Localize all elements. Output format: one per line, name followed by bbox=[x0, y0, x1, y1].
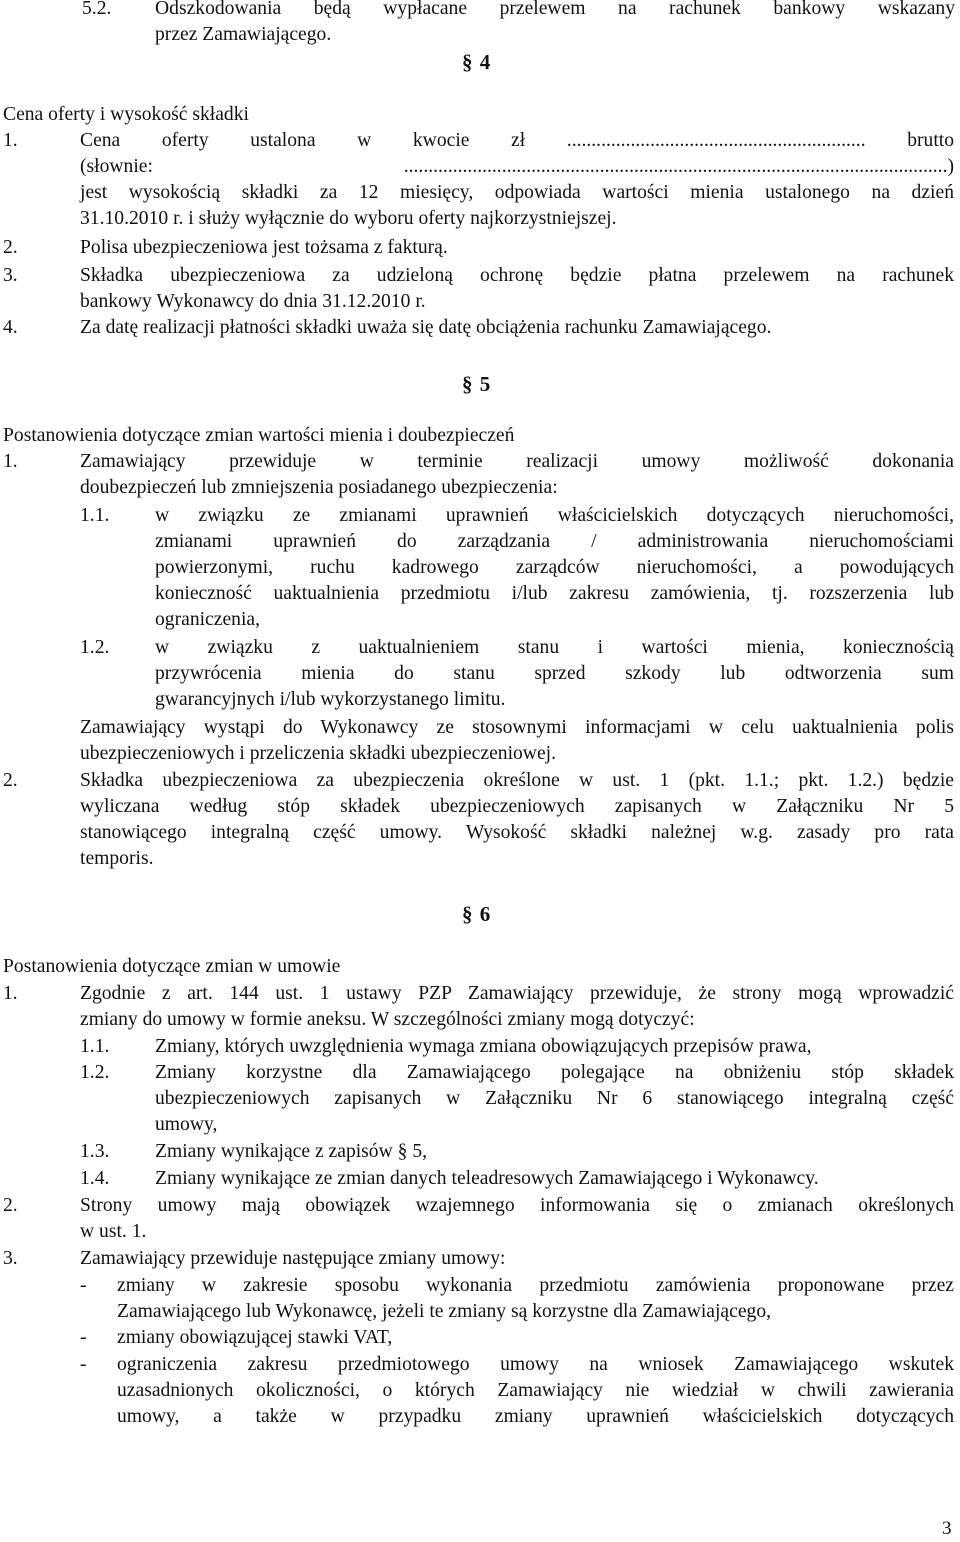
text-line: Składka ubezpieczeniowa za ubezpieczenia określone w ust. 1 (pkt. 1.1.; pkt. 1.2.) będzie bbox=[80, 770, 954, 791]
item-number: 3. bbox=[3, 1248, 18, 1269]
text-line: powierzonymi, ruchu kadrowego zarządców nieruchomości, a powodujących bbox=[155, 557, 954, 578]
item-number: 2. bbox=[3, 770, 18, 791]
text-line: Zamawiający przewiduje w terminie realizacji umowy możliwość dokonania bbox=[80, 451, 954, 472]
text-line: ograniczenia zakresu przedmiotowego umowy na wniosek Zamawiającego wskutek bbox=[117, 1354, 954, 1375]
text-line: przywrócenia mienia do stanu sprzed szkody lub odtworzenia sum bbox=[155, 663, 954, 684]
text-line: w ust. 1. bbox=[80, 1221, 147, 1242]
text-line: wyliczana według stóp składek ubezpieczeniowych zapisanych w Załączniku Nr 5 bbox=[80, 796, 954, 817]
item-number: 1.2. bbox=[80, 1062, 110, 1083]
list-dash: - bbox=[80, 1354, 87, 1375]
text-line: przez Zamawiającego. bbox=[155, 24, 332, 45]
section-mark-6: § 6 bbox=[462, 902, 492, 926]
text-line: doubezpieczeń lub zmniejszenia posiadanego ubezpieczenia: bbox=[80, 477, 558, 498]
text-line: ograniczenia, bbox=[155, 609, 260, 630]
item-number: 1.1. bbox=[80, 505, 110, 526]
text-line: Za datę realizacji płatności składki uważa się datę obciążenia rachunku Zamawiającego. bbox=[80, 317, 772, 338]
text-line: Polisa ubezpieczeniowa jest tożsama z fakturą. bbox=[80, 237, 448, 258]
list-dash: - bbox=[80, 1327, 87, 1348]
item-number: 4. bbox=[3, 317, 18, 338]
item-number: 2. bbox=[3, 237, 18, 258]
text-line: stanowiącego integralną część umowy. Wysokość składki należnej w.g. zasady pro rata bbox=[80, 822, 954, 843]
text-line: zmiany obowiązującej stawki VAT, bbox=[117, 1327, 393, 1348]
text-line: Odszkodowania będą wypłacane przelewem na rachunek bankowy wskazany bbox=[155, 0, 955, 19]
section-mark-5: § 5 bbox=[462, 372, 492, 396]
text-line: Strony umowy mają obowiązek wzajemnego informowania się o zmianach określonych bbox=[80, 1195, 954, 1216]
text-line: konieczność uaktualnienia przedmiotu i/lub zakresu zamówienia, tj. rozszerzenia lub bbox=[155, 583, 954, 604]
item-number: 1.4. bbox=[80, 1168, 110, 1189]
text-line: 31.10.2010 r. i służy wyłącznie do wyboru oferty najkorzystniejszej. bbox=[80, 208, 617, 229]
text-line: bankowy Wykonawcy do dnia 31.12.2010 r. bbox=[80, 291, 426, 312]
text-line: zmiany do umowy w formie aneksu. W szczególności zmiany mogą dotyczyć: bbox=[80, 1009, 695, 1030]
text-line: umowy, bbox=[155, 1114, 218, 1135]
item-number: 1. bbox=[3, 451, 18, 472]
item-number: 3. bbox=[3, 265, 18, 286]
section-mark-4: § 4 bbox=[462, 50, 492, 74]
text-line: Zamawiający przewiduje następujące zmiany umowy: bbox=[80, 1248, 506, 1269]
item-number: 2. bbox=[3, 1195, 18, 1216]
section-title: Postanowienia dotyczące zmian wartości mienia i doubezpieczeń bbox=[3, 425, 515, 446]
text-line: gwarancyjnych i/lub wykorzystanego limitu. bbox=[155, 689, 506, 710]
text-line: Zmiany korzystne dla Zamawiającego polegające na obniżeniu stóp składek bbox=[155, 1062, 954, 1083]
text-line: Cena oferty ustalona w kwocie zł ............................................................. brutto bbox=[80, 130, 954, 151]
text-line: w związku ze zmianami uprawnień właścicielskich dotyczących nieruchomości, bbox=[155, 505, 954, 526]
text-line: Zmiany wynikające z zapisów § 5, bbox=[155, 1141, 428, 1162]
text-line: ubezpieczeniowych zapisanych w Załączniku Nr 6 stanowiącego integralną część bbox=[155, 1088, 954, 1109]
text-line: Zmiany, których uwzględnienia wymaga zmiana obowiązujących przepisów prawa, bbox=[155, 1036, 812, 1057]
item-number: 1.1. bbox=[80, 1036, 110, 1057]
text-line: umowy, a także w przypadku zmiany uprawnień właścicielskich dotyczących bbox=[117, 1406, 954, 1427]
page-number: 3 bbox=[942, 1518, 952, 1539]
list-dash: - bbox=[80, 1275, 87, 1296]
text-line: Zgodnie z art. 144 ust. 1 ustawy PZP Zamawiający przewiduje, że strony mogą wprowadzić bbox=[80, 983, 954, 1004]
text-line: zmianami uprawnień do zarządzania / administrowania nieruchomościami bbox=[155, 531, 954, 552]
text-line: Zmiany wynikające ze zmian danych teleadresowych Zamawiającego i Wykonawcy. bbox=[155, 1168, 819, 1189]
text-line: Składka ubezpieczeniowa za udzieloną ochronę będzie płatna przelewem na rachunek bbox=[80, 265, 954, 286]
section-title: Cena oferty i wysokość składki bbox=[3, 104, 249, 125]
text-line: jest wysokością składki za 12 miesięcy, odpowiada wartości mienia ustalonego na dzień bbox=[80, 182, 954, 203]
text-line: ubezpieczeniowych i przeliczenia składki ubezpieczeniowej. bbox=[80, 743, 556, 764]
text-line: uzasadnionych okoliczności, o których Zamawiający nie wiedział w chwili zawierania bbox=[117, 1380, 954, 1401]
text-line: zmiany w zakresie sposobu wykonania przedmiotu zamówienia proponowane przez bbox=[117, 1275, 954, 1296]
item-number: 1. bbox=[3, 983, 18, 1004]
section-title: Postanowienia dotyczące zmian w umowie bbox=[3, 956, 341, 977]
item-number: 1.2. bbox=[80, 637, 110, 658]
item-number: 1. bbox=[3, 130, 18, 151]
item-number: 1.3. bbox=[80, 1141, 110, 1162]
item-number: 5.2. bbox=[82, 0, 112, 19]
text-line: Zamawiający wystąpi do Wykonawcy ze stosownymi informacjami w celu uaktualnienia polis bbox=[80, 717, 954, 738]
text-line: w związku z uaktualnieniem stanu i wartości mienia, koniecznością bbox=[155, 637, 954, 658]
text-line: (słownie: ...............................................................................................................) bbox=[80, 156, 954, 177]
text-line: temporis. bbox=[80, 848, 154, 869]
text-line: Zamawiającego lub Wykonawcę, jeżeli te zmiany są korzystne dla Zamawiającego, bbox=[117, 1301, 772, 1322]
